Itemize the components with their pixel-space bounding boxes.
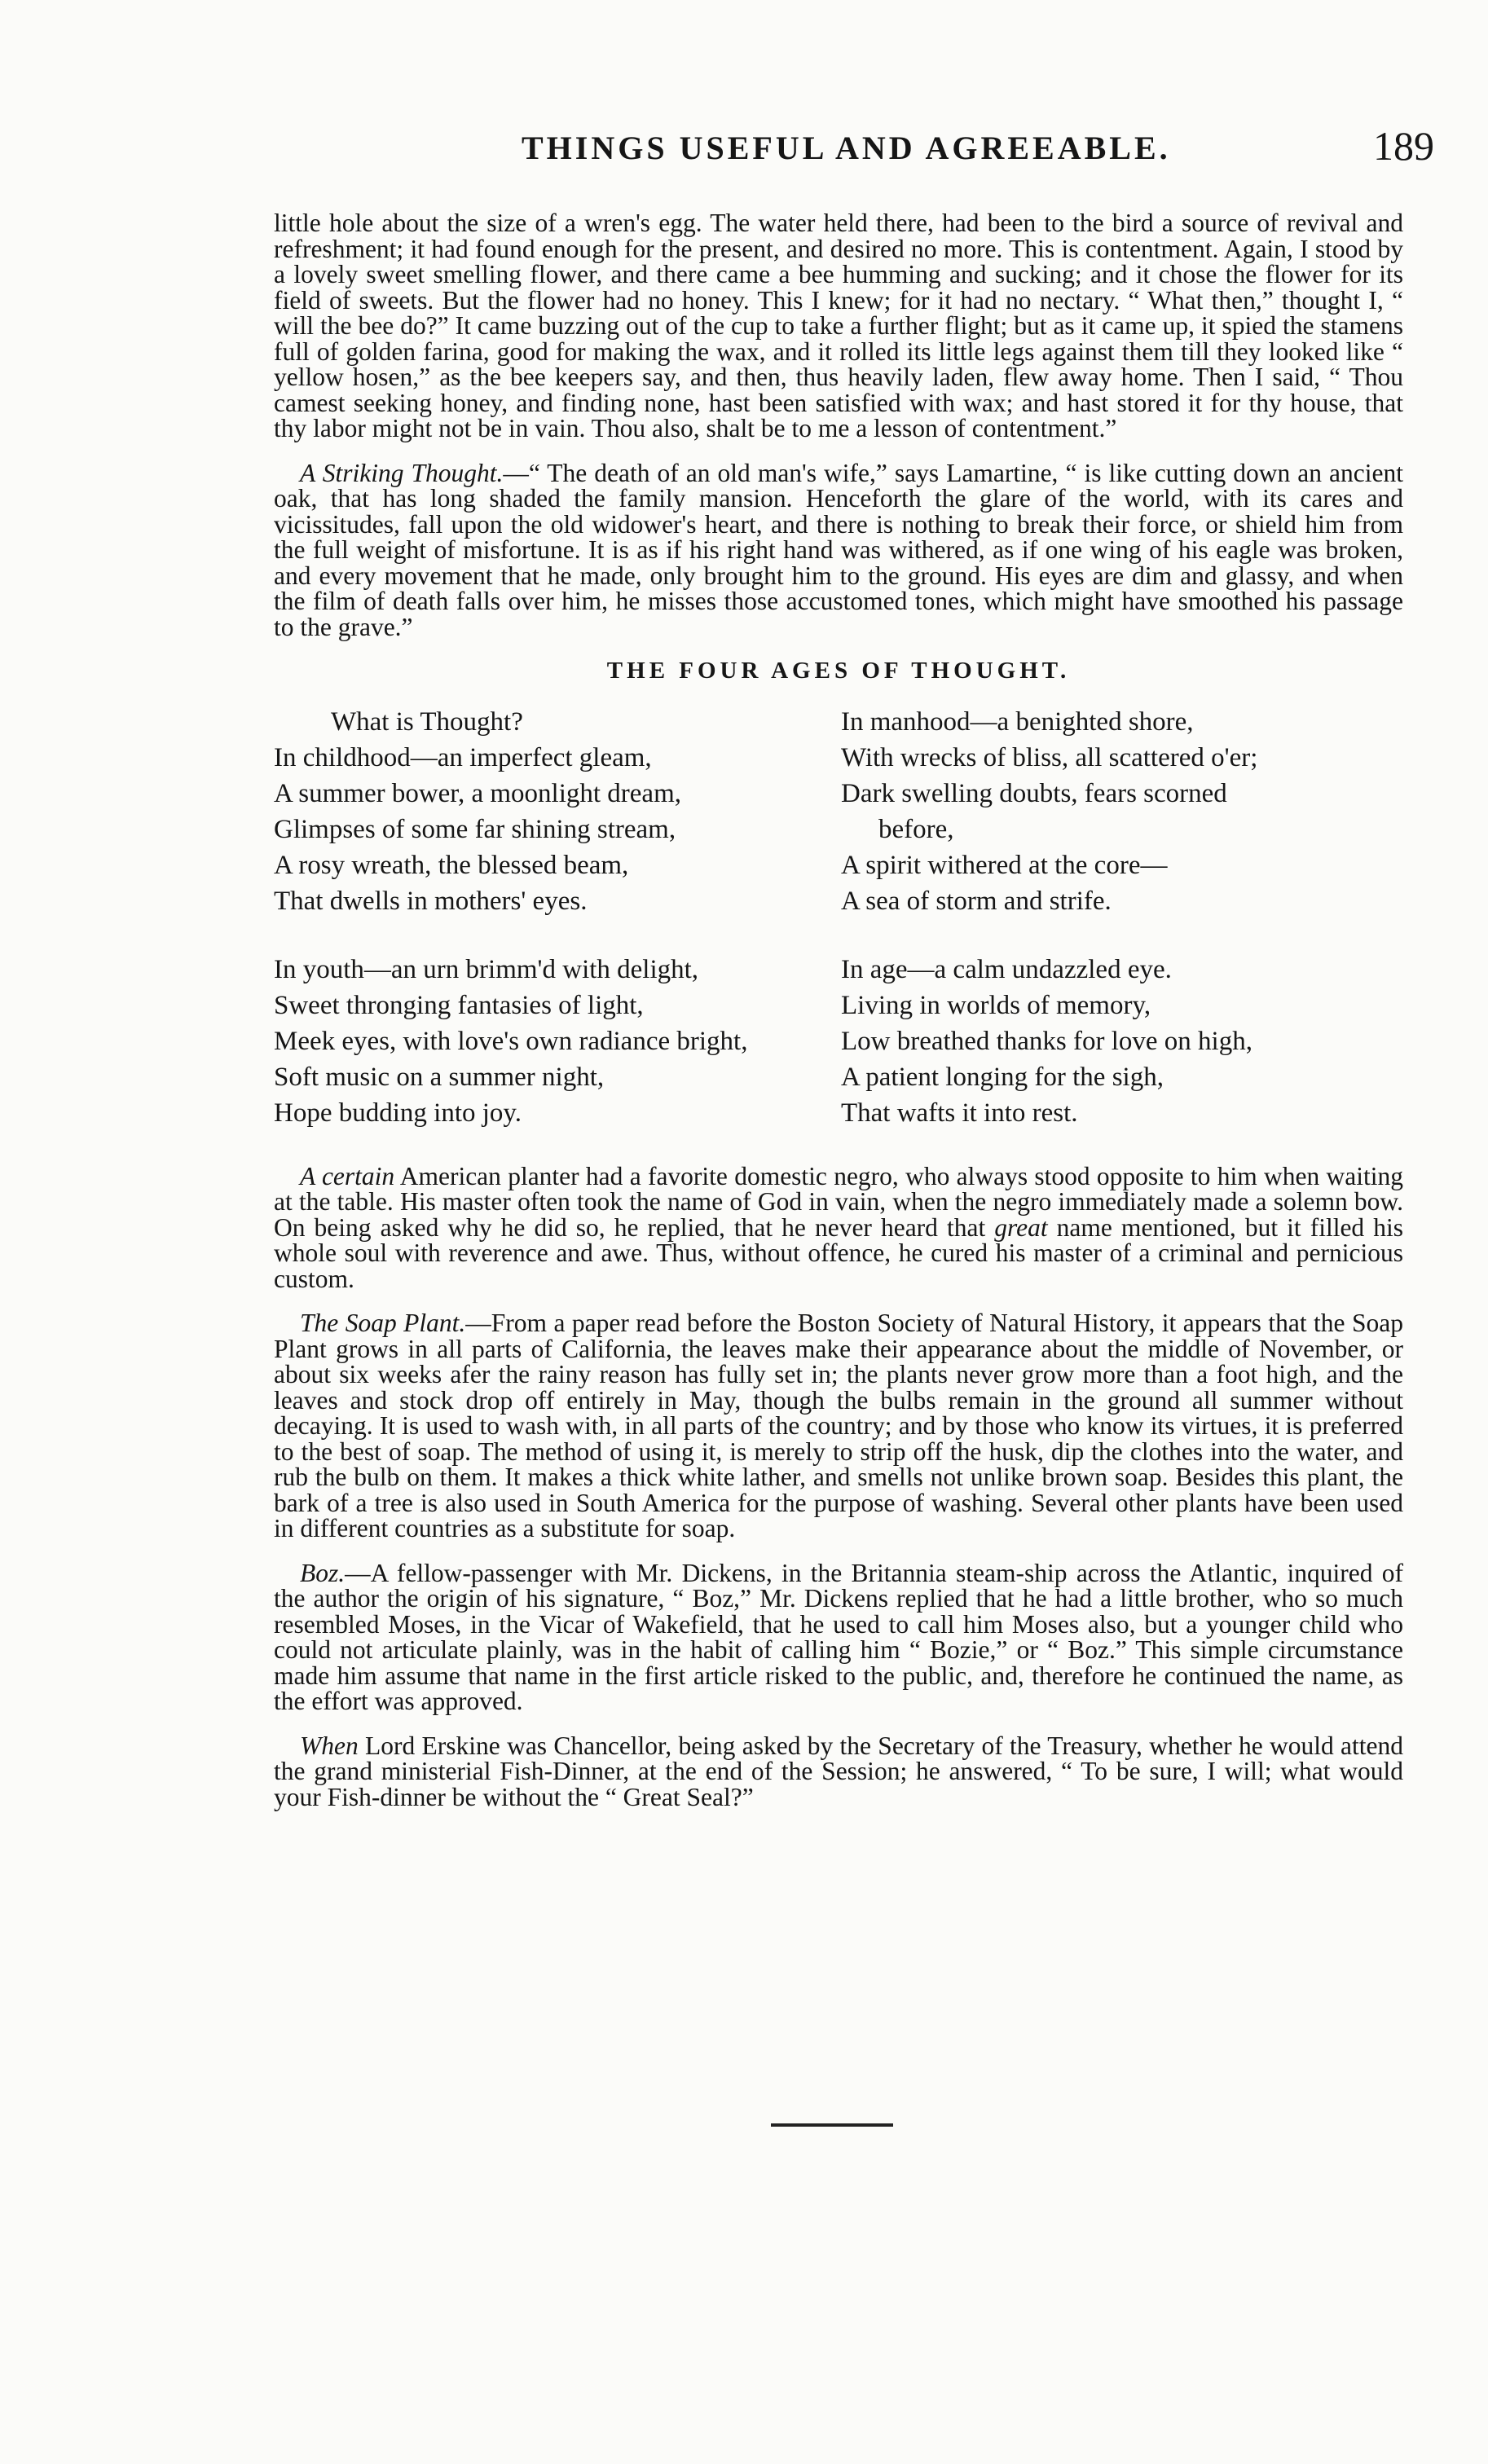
- page-body: [274, 210, 1403, 1828]
- poem-line: In age—a calm undazzled eye.: [841, 954, 1172, 984]
- paragraph-text: American planter had a favorite domestic negro, who always stood opposite to him when waiting at the table. His master often took the name of God in vain, when the negro immediately made a solemn bow. On being asked why he did so, he replied, that he never heard that: [274, 1161, 1403, 1242]
- poem-line: before,: [878, 814, 954, 844]
- poem-stanza-row-2: [274, 952, 1403, 1131]
- poem-line: That wafts it into rest.: [841, 1098, 1078, 1128]
- paragraph-lead: A Striking Thought.: [300, 458, 504, 487]
- page-number: 189: [1373, 123, 1434, 169]
- poem-line: In youth—an urn brimm'd with delight,: [274, 954, 699, 984]
- poem-line: Glimpses of some far shining stream,: [274, 814, 676, 844]
- paragraph-text: Lord Erskine was Chancellor, being asked by the Secretary of the Treasury, whether he would attend the grand ministerial Fish-Dinner, at the end of the Session; he answered, “ To be sure, I will; what would your Fish-dinner be without the “ Great Seal?”: [274, 1731, 1403, 1811]
- paragraph-boz: [274, 1560, 1403, 1714]
- poem-line: Sweet thronging fantasies of light,: [274, 990, 644, 1020]
- poem-line: In childhood—an imperfect gleam,: [274, 742, 652, 772]
- running-head: [269, 122, 1434, 171]
- poem-line: That dwells in mothers' eyes.: [274, 886, 588, 916]
- poem-line: Hope budding into joy.: [274, 1098, 522, 1128]
- poem-line: A rosy wreath, the blessed beam,: [274, 850, 629, 880]
- poem-line: Soft music on a summer night,: [274, 1062, 605, 1092]
- paragraph-striking-thought: [274, 460, 1403, 640]
- paragraph-emphasis: great: [994, 1212, 1048, 1242]
- poem-line: A sea of storm and strife.: [841, 886, 1112, 916]
- paragraph-lord-erskine: [274, 1733, 1403, 1811]
- poem-line: Meek eyes, with love's own radiance bright,: [274, 1026, 748, 1056]
- poem-line: With wrecks of bliss, all scattered o'er;: [841, 742, 1258, 772]
- poem-stanza-youth: [274, 952, 836, 1131]
- paragraph-text: —“ The death of an old man's wife,” says Lamartine, “ is like cutting down an ancient oak, that has long shaded the family mansion. Henceforth the glare of the world, with its cares and vicissitudes, fall upon the old widower's heart, and there is nothing to break their force, or shield him from the full weight of misfortune. It is as if his right hand was withered, as if one wing of his eagle was broken, and every movement that he made, only brought him to the ground. His eyes are dim and glassy, and when the film of death falls over him, he misses those accustomed tones, which might have smoothed his passage to the grave.”: [274, 458, 1403, 641]
- poem-line: What is Thought?: [331, 706, 523, 737]
- poem-line: Living in worlds of memory,: [841, 990, 1151, 1020]
- poem-line: A summer bower, a moonlight dream,: [274, 778, 681, 808]
- paragraph-soap-plant: [274, 1310, 1403, 1542]
- poem-title: THE FOUR AGES OF THOUGHT.: [606, 658, 1071, 684]
- paragraph-lead: A certain: [300, 1161, 395, 1190]
- paragraph-text-tail: name mentioned, but it filled his whole soul with reverence and awe. Thus, without offence, he cured his master of a criminal and pernicious custom.: [274, 1212, 1403, 1293]
- poem-line: Dark swelling doubts, fears scorned: [841, 778, 1227, 808]
- poem-line: A spirit withered at the core—: [841, 850, 1168, 880]
- paragraph-american-planter: [274, 1161, 1403, 1293]
- paragraph-text: —From a paper read before the Boston Society of Natural History, it appears that the Soap Plant grows in all parts of California, the leaves make their appearance about the middle of November, or about six weeks afer the rainy reason has fully set in; the plants never grow more than a foot high, and the leaves and stock drop off entirely in May, though the bulbs remain in the ground all summer without decaying. It is used to wash with, in all parts of the country; and by those who know its virtues, it is preferred to the best of soap. The method of using it, is merely to strip off the husk, dip the clothes into the water, and rub the bulb on them. It makes a thick white lather, and smells not unlike brown soap. Besides this plant, the bark of a tree is also used in South America for the purpose of washing. Several other plants have been used in different countries as a substitute for soap.: [274, 1309, 1403, 1542]
- paragraph-lead: When: [300, 1731, 359, 1760]
- section-end-rule: [771, 2123, 893, 2127]
- poem-line: In manhood—a benighted shore,: [841, 706, 1194, 737]
- poem-line: Low breathed thanks for love on high,: [841, 1026, 1252, 1056]
- paragraph-lead: The Soap Plant.: [300, 1309, 466, 1337]
- poem-stanza-row-1: [274, 704, 1403, 919]
- paragraph-text: —A fellow-passenger with Mr. Dickens, in the Britannia steam-ship across the Atlantic, inquired of the author the origin of his signature, “ Boz,” Mr. Dickens replied that he had a little brother, who so much resembled Moses, in the Vicar of Wakefield, that he used to call him Moses also, but a younger child who could not articulate plainly, was in the habit of calling him “ Bozie,” or “ Boz.” This simple circumstance made him assume that name in the first article risked to the public, and, therefore he continued the name, as the effort was approved.: [274, 1558, 1403, 1715]
- paragraph-lead: Boz.: [300, 1558, 346, 1587]
- poem-stanza-childhood: [274, 704, 836, 919]
- paragraph-contentment: little hole about the size of a wren's egg. The water held there, had been to the bird a source of revival and refreshment; it had found enough for the present, and desired no more. This is contentment. Again, I stood by a lovely sweet smelling flower, and there came a bee humming and sucking; and it chose the flower for its field of sweets. But the flower had no honey. This I knew; for it had no nectary. “ What then,” thought I, “ will the bee do?” It came buzzing out of the cup to take a further flight; but as it came up, it spied the stamens full of golden farina, good for making the wax, and it rolled its little legs against them till they looked like “ yellow hosen,” as the bee keepers say, and then, thus heavily laden, flew away home. Then I said, “ Thou camest seeking honey, and finding none, hast been satisfied with wax; and hast stored it for thy house, that thy labor might not be in vain. Thou also, shalt be to me a lesson of contentment.”: [274, 209, 1403, 442]
- poem-stanza-age: [841, 952, 1403, 1131]
- poem-stanza-manhood: [841, 704, 1403, 919]
- running-head-title: THINGS USEFUL AND AGREEABLE.: [522, 130, 1171, 166]
- poem-line: A patient longing for the sigh,: [841, 1062, 1164, 1092]
